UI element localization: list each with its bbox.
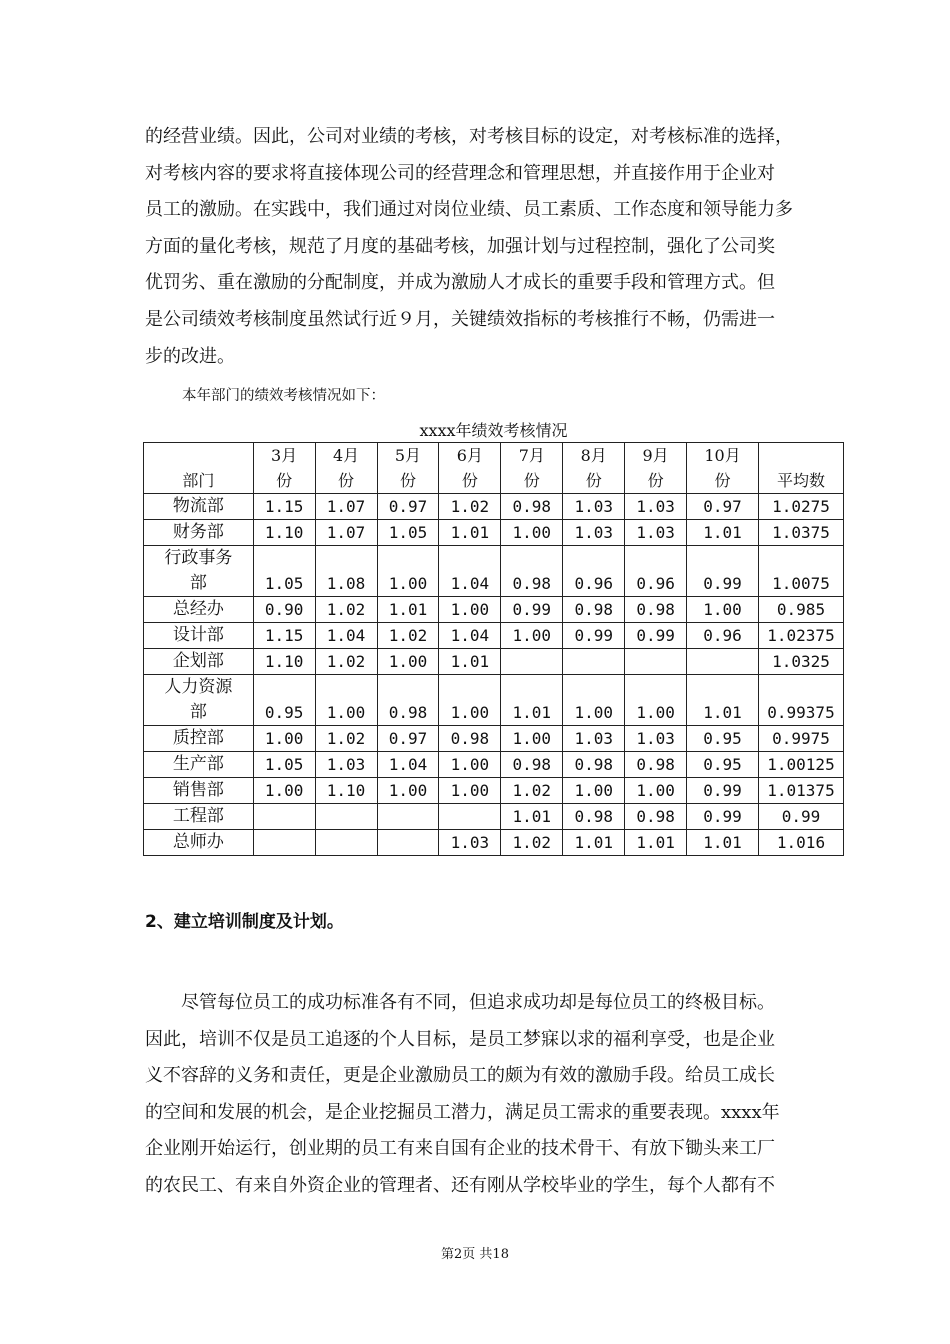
- dept-name-line: 行政事务: [164, 548, 233, 568]
- column-header-line: 平均数: [776, 471, 825, 490]
- column-header-line: 份: [276, 471, 293, 490]
- value-cell: 1.05: [253, 546, 315, 597]
- value-cell: 1.05: [377, 520, 439, 546]
- dept-name-line: 生产部: [172, 754, 224, 774]
- page-footer: 第2页 共18: [441, 1247, 509, 1262]
- value-cell: 0.99: [687, 804, 759, 830]
- value-cell: 1.01: [687, 830, 759, 856]
- value-cell: 1.01: [439, 649, 501, 675]
- text-line: 是公司绩效考核制度虽然试行近９月，关键绩效指标的考核推行不畅，仍需进一: [145, 308, 775, 330]
- value-cell: 0.97: [377, 726, 439, 752]
- text-line: 对考核内容的要求将直接体现公司的经营理念和管理思想，并直接作用于企业对: [145, 162, 775, 184]
- dept-cell: [144, 804, 254, 830]
- value-cell: 0.96: [563, 546, 625, 597]
- value-cell: 1.10: [315, 778, 377, 804]
- column-header-line: 10月: [704, 446, 741, 465]
- table-caption: xxxx年绩效考核情况: [419, 421, 568, 440]
- value-cell: 1.00: [439, 675, 501, 726]
- dept-cell: [144, 830, 254, 856]
- average-cell: 1.00125: [758, 752, 843, 778]
- average-cell: 1.02375: [758, 623, 843, 649]
- value-cell: 1.00: [563, 675, 625, 726]
- table-row: [144, 752, 844, 778]
- value-cell: 1.00: [439, 752, 501, 778]
- value-cell: 0.98: [625, 752, 687, 778]
- performance-table: [143, 442, 844, 856]
- table-row: [144, 675, 844, 726]
- column-header-line: 份: [399, 471, 416, 490]
- table-row: [144, 494, 844, 520]
- value-cell: 1.00: [501, 726, 563, 752]
- value-cell: 0.99: [563, 623, 625, 649]
- column-header: [758, 443, 843, 494]
- value-cell: 1.00: [625, 778, 687, 804]
- column-header-line: 份: [338, 471, 355, 490]
- value-cell: 0.98: [501, 752, 563, 778]
- table-row: [144, 830, 844, 856]
- dept-name-line: 物流部: [172, 496, 224, 516]
- dept-cell: [144, 623, 254, 649]
- value-cell: 0.98: [563, 597, 625, 623]
- value-cell: 1.10: [253, 649, 315, 675]
- value-cell: 1.00: [687, 597, 759, 623]
- column-header-line: 份: [647, 471, 664, 490]
- value-cell: 1.02: [501, 830, 563, 856]
- value-cell: 1.01: [501, 675, 563, 726]
- value-cell: 1.03: [625, 494, 687, 520]
- value-cell: 0.98: [377, 675, 439, 726]
- column-header-line: 部门: [182, 471, 215, 490]
- dept-cell: [144, 597, 254, 623]
- value-cell: 1.01: [377, 597, 439, 623]
- dept-name-line: 质控部: [172, 728, 224, 748]
- average-cell: 1.01375: [758, 778, 843, 804]
- value-cell: [377, 804, 439, 830]
- column-header: [625, 443, 687, 494]
- column-header-line: 份: [523, 471, 540, 490]
- value-cell: 1.03: [563, 520, 625, 546]
- value-cell: 1.03: [439, 830, 501, 856]
- value-cell: 1.04: [315, 623, 377, 649]
- value-cell: 1.01: [687, 675, 759, 726]
- text-line: 义不容辞的义务和责任，更是企业激励员工的颇为有效的激励手段。给员工成长: [145, 1065, 775, 1087]
- value-cell: 1.15: [253, 494, 315, 520]
- value-cell: [687, 649, 759, 675]
- dept-cell: [144, 675, 254, 726]
- value-cell: 1.02: [315, 726, 377, 752]
- value-cell: 1.10: [253, 520, 315, 546]
- dept-cell: [144, 726, 254, 752]
- average-cell: 1.0325: [758, 649, 843, 675]
- column-header-line: 8月: [580, 446, 607, 465]
- average-cell: 0.985: [758, 597, 843, 623]
- column-header-line: 份: [585, 471, 602, 490]
- value-cell: 1.01: [563, 830, 625, 856]
- table-row: [144, 804, 844, 830]
- value-cell: 1.02: [377, 623, 439, 649]
- value-cell: 1.03: [625, 520, 687, 546]
- value-cell: 1.07: [315, 494, 377, 520]
- table-row: [144, 520, 844, 546]
- value-cell: 0.95: [687, 752, 759, 778]
- value-cell: 1.04: [439, 623, 501, 649]
- dept-cell: [144, 546, 254, 597]
- text-line: 的农民工、有来自外资企业的管理者、还有刚从学校毕业的学生，每个人都有不: [145, 1174, 775, 1196]
- value-cell: 0.98: [501, 494, 563, 520]
- text-line: 员工的激励。在实践中，我们通过对岗位业绩、员工素质、工作态度和领导能力多: [145, 199, 793, 221]
- column-header-line: 4月: [332, 446, 360, 465]
- column-header-line: [761, 443, 841, 468]
- table-row: [144, 546, 844, 597]
- average-cell: 1.016: [758, 830, 843, 856]
- dept-name-line: 工程部: [172, 806, 224, 826]
- value-cell: 1.03: [563, 494, 625, 520]
- column-header: [315, 443, 377, 494]
- value-cell: 0.99: [625, 623, 687, 649]
- value-cell: 0.97: [687, 494, 759, 520]
- dept-name-line: 销售部: [172, 780, 224, 800]
- text-line: 因此，培训不仅是员工追逐的个人目标，是员工梦寐以求的福利享受，也是企业: [145, 1028, 775, 1050]
- average-cell: 0.99375: [758, 675, 843, 726]
- value-cell: 1.00: [501, 520, 563, 546]
- value-cell: 1.00: [563, 778, 625, 804]
- value-cell: [625, 649, 687, 675]
- table-row: [144, 778, 844, 804]
- value-cell: 1.03: [315, 752, 377, 778]
- value-cell: 1.00: [315, 675, 377, 726]
- value-cell: [253, 830, 315, 856]
- value-cell: 0.95: [687, 726, 759, 752]
- dept-name-line: 人力资源: [164, 677, 233, 697]
- value-cell: [501, 649, 563, 675]
- table-row: [144, 623, 844, 649]
- value-cell: 1.00: [253, 726, 315, 752]
- column-header: [439, 443, 501, 494]
- average-cell: 1.0375: [758, 520, 843, 546]
- dept-cell: [144, 494, 254, 520]
- column-header-line: 6月: [456, 446, 483, 465]
- value-cell: 1.00: [377, 649, 439, 675]
- value-cell: 0.98: [501, 546, 563, 597]
- value-cell: 1.08: [315, 546, 377, 597]
- value-cell: 1.05: [253, 752, 315, 778]
- dept-name-line: 总师办: [172, 832, 224, 852]
- text-line: 的空间和发展的机会，是企业挖掘员工潜力，满足员工需求的重要表现。xxxx年: [145, 1101, 780, 1123]
- dept-name-line: 财务部: [172, 522, 224, 542]
- value-cell: 1.00: [439, 778, 501, 804]
- column-header-line: 7月: [518, 446, 545, 465]
- column-header-line: 9月: [642, 446, 669, 465]
- value-cell: 1.00: [625, 675, 687, 726]
- value-cell: 1.03: [625, 726, 687, 752]
- value-cell: 1.02: [501, 778, 563, 804]
- value-cell: 1.00: [377, 778, 439, 804]
- average-cell: 0.9975: [758, 726, 843, 752]
- dept-cell: [144, 520, 254, 546]
- dept-cell: [144, 752, 254, 778]
- value-cell: 1.00: [501, 623, 563, 649]
- table-row: [144, 726, 844, 752]
- value-cell: [563, 649, 625, 675]
- value-cell: 1.02: [315, 597, 377, 623]
- column-header-line: 3月: [271, 446, 298, 465]
- dept-name-line: 企划部: [172, 651, 224, 671]
- text-line: 步的改进。: [145, 345, 235, 367]
- value-cell: 0.98: [563, 752, 625, 778]
- value-cell: 1.01: [625, 830, 687, 856]
- section-heading: 2、建立培训制度及计划。: [145, 912, 344, 932]
- value-cell: 1.15: [253, 623, 315, 649]
- value-cell: 0.99: [687, 778, 759, 804]
- value-cell: 1.07: [315, 520, 377, 546]
- value-cell: 0.96: [687, 623, 759, 649]
- table-row: [144, 597, 844, 623]
- value-cell: 1.04: [439, 546, 501, 597]
- table-row: [144, 649, 844, 675]
- text-line: 优罚劣、重在激励的分配制度，并成为激励人才成长的重要手段和管理方式。但: [145, 272, 775, 294]
- dept-cell: [144, 778, 254, 804]
- paragraph-training: [145, 985, 810, 1205]
- value-cell: 1.01: [687, 520, 759, 546]
- value-cell: 1.01: [501, 804, 563, 830]
- table-intro: 本年部门的绩效考核情况如下：: [182, 388, 385, 404]
- value-cell: [439, 804, 501, 830]
- dept-name-line: 部: [189, 702, 207, 722]
- table-header-row: [144, 443, 844, 494]
- column-header-line: [146, 443, 251, 468]
- value-cell: 0.96: [625, 546, 687, 597]
- value-cell: [253, 804, 315, 830]
- column-header: [501, 443, 563, 494]
- value-cell: 1.04: [377, 752, 439, 778]
- column-header: [253, 443, 315, 494]
- column-header: [377, 443, 439, 494]
- column-header-line: 5月: [394, 446, 422, 465]
- value-cell: 1.00: [439, 597, 501, 623]
- value-cell: 0.90: [253, 597, 315, 623]
- value-cell: [315, 830, 377, 856]
- value-cell: 0.97: [377, 494, 439, 520]
- text-line: 尽管每位员工的成功标准各有不同，但追求成功却是每位员工的终极目标。: [145, 992, 775, 1013]
- column-header-line: 份: [461, 471, 478, 490]
- value-cell: 0.98: [625, 804, 687, 830]
- value-cell: 0.95: [253, 675, 315, 726]
- dept-name-line: 部: [189, 573, 207, 593]
- text-line: 的经营业绩。因此，公司对业绩的考核，对考核目标的设定，对考核标准的选择，: [145, 126, 793, 147]
- paragraph-performance: [145, 119, 810, 375]
- text-line: 企业刚开始运行，创业期的员工有来自国有企业的技术骨干、有放下锄头来工厂: [145, 1138, 775, 1160]
- dept-name-line: 设计部: [172, 625, 224, 645]
- value-cell: 1.02: [315, 649, 377, 675]
- value-cell: 1.03: [563, 726, 625, 752]
- value-cell: 0.98: [439, 726, 501, 752]
- value-cell: 0.98: [625, 597, 687, 623]
- average-cell: 1.0275: [758, 494, 843, 520]
- value-cell: 0.98: [563, 804, 625, 830]
- value-cell: 0.99: [687, 546, 759, 597]
- value-cell: 1.00: [377, 546, 439, 597]
- value-cell: 1.02: [439, 494, 501, 520]
- average-cell: 1.0075: [758, 546, 843, 597]
- value-cell: 1.01: [439, 520, 501, 546]
- dept-name-line: 总经办: [172, 599, 224, 619]
- column-header: [563, 443, 625, 494]
- value-cell: [315, 804, 377, 830]
- value-cell: 1.00: [253, 778, 315, 804]
- value-cell: [377, 830, 439, 856]
- dept-cell: [144, 649, 254, 675]
- value-cell: 0.99: [501, 597, 563, 623]
- column-header-line: 份: [714, 471, 731, 490]
- column-header: [687, 443, 759, 494]
- average-cell: 0.99: [758, 804, 843, 830]
- column-header: [144, 443, 254, 494]
- text-line: 方面的量化考核，规范了月度的基础考核，加强计划与过程控制，强化了公司奖: [145, 235, 775, 257]
